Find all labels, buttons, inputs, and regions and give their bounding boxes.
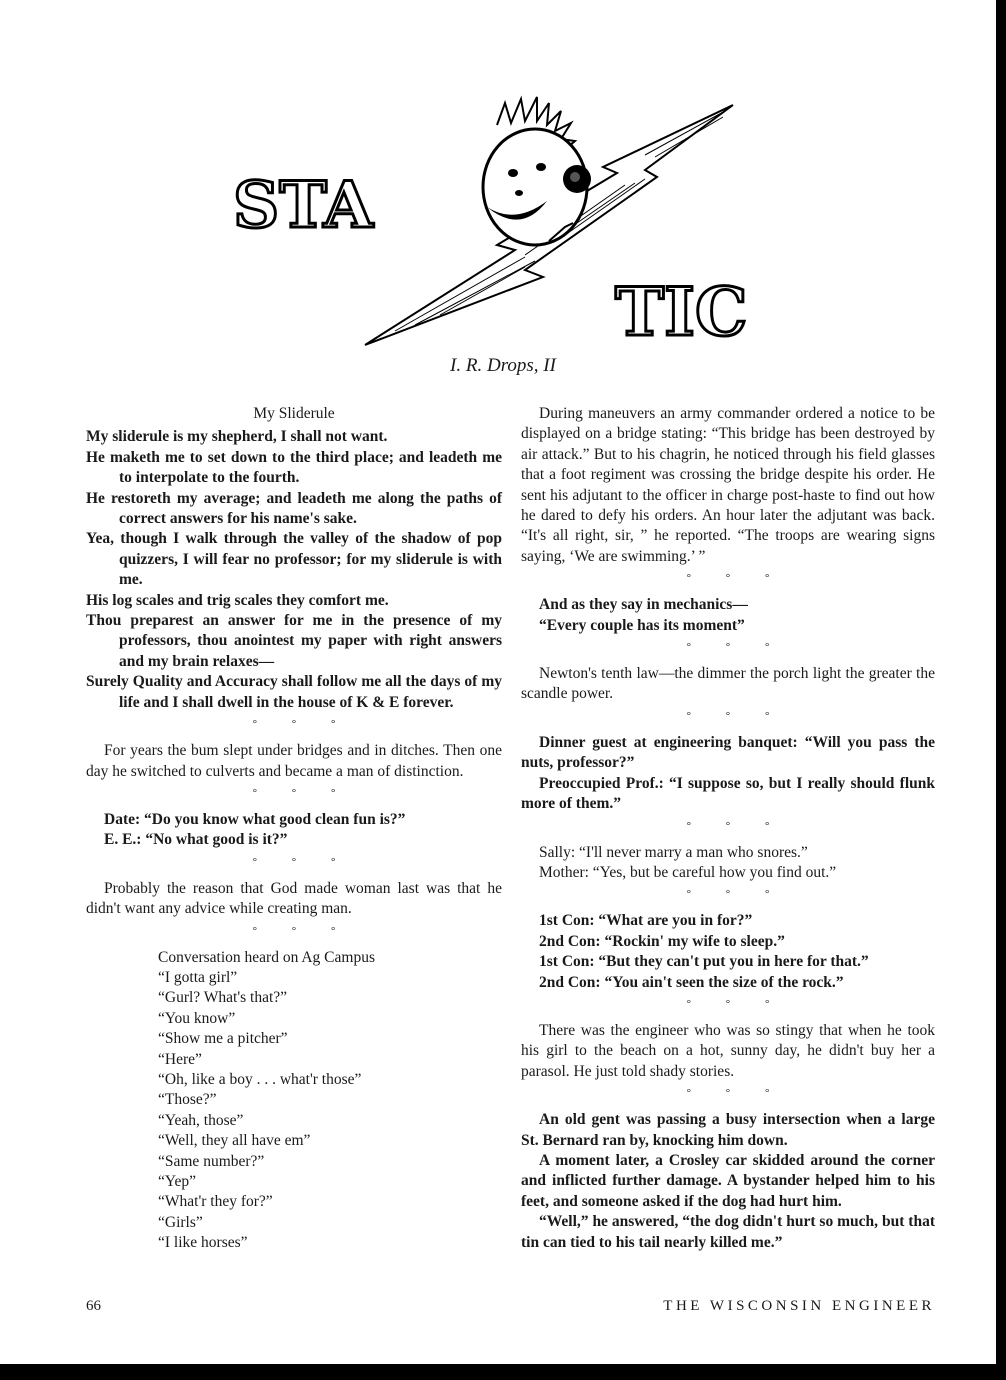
separator: ° ° ° <box>686 997 786 1010</box>
poem-line: Yea, though I walk through the valley of the shadow of pop quizzers, I will fear no professor; for my sliderule is with me. <box>86 530 502 589</box>
date-joke-line: Date: “Do you know what good clean fun is?” <box>104 810 406 828</box>
page-border-bottom <box>0 1364 1006 1380</box>
newton-joke: Newton's tenth law—the dimmer the porch light the greater the scandle power. <box>521 665 935 703</box>
sally-joke-line: Mother: “Yes, but be careful how you find out.” <box>539 863 837 881</box>
bum-joke: For years the bum slept under bridges and in ditches. Then one day he switched to culverts and became a man of distinction. <box>86 742 502 780</box>
separator: ° ° ° <box>252 786 352 799</box>
conversation-line: “Oh, like a boy . . . what'r those” <box>158 1070 362 1088</box>
title-part-2: TIC <box>615 273 748 351</box>
author-byline: I. R. Drops, II <box>450 355 556 376</box>
date-joke-line: E. E.: “No what good is it?” <box>104 831 288 849</box>
conversation-line: “What'r they for?” <box>158 1193 273 1211</box>
conversation-line: “Gurl? What's that?” <box>158 989 288 1007</box>
conversation-title: Conversation heard on Ag Campus <box>158 948 375 966</box>
conversation-line: “You know” <box>158 1009 236 1027</box>
poem-line: He maketh me to set down to the third place; and leadeth me to interpolate to the fourth. <box>86 448 502 487</box>
separator: ° ° ° <box>252 924 352 937</box>
page-border-right <box>996 0 1006 1380</box>
conversation-block <box>86 948 502 1254</box>
con-joke-line: 2nd Con: “You ain't seen the size of the rock.” <box>539 973 844 991</box>
conversation-line: “Girls” <box>158 1213 203 1231</box>
con-joke-line: 1st Con: “What are you in for?” <box>539 912 753 930</box>
banquet-joke-line: Preoccupied Prof.: “I suppose so, but I really should flunk more of them.” <box>521 774 935 813</box>
page-number: 66 <box>86 1298 101 1314</box>
gent-joke-line: “Well,” he answered, “the dog didn't hurt so much, but that tin can tied to his tail nearly killed me.” <box>521 1213 935 1251</box>
poem-line: Thou preparest an answer for me in the presence of my professors, thou anointest my paper with right answers and my brain relaxes— <box>86 612 502 670</box>
gent-joke-line: An old gent was passing a busy intersection when a large St. Bernard ran by, knocking him down. <box>521 1111 935 1149</box>
conversation-line: “Well, they all have em” <box>158 1132 311 1150</box>
poem-line: His log scales and trig scales they comfort me. <box>86 591 389 609</box>
poem-line: Surely Quality and Accuracy shall follow me all the days of my life and I shall dwell in the house of K & E forever. <box>86 673 502 711</box>
mechanics-joke-line: “Every couple has its moment” <box>539 616 745 634</box>
separator: ° ° ° <box>686 888 786 901</box>
conversation-line: “Those?” <box>158 1091 217 1109</box>
conversation-line: “Here” <box>158 1050 202 1068</box>
poem-title: My Sliderule <box>253 405 335 422</box>
con-joke-line: 1st Con: “But they can't put you in here for that.” <box>539 953 869 971</box>
banquet-joke-line: Dinner guest at engineering banquet: “Will you pass the nuts, professor?” <box>521 733 935 772</box>
conversation-line: “I gotta girl” <box>158 968 238 986</box>
conversation-line: “Yeah, those” <box>158 1111 244 1129</box>
army-joke: During maneuvers an army commander ordered a notice to be displayed on a bridge stating: “This bridge has been destroyed by air attack.” But to his chagrin, he noticed through his field glasses that a foot regiment was crossing the bridge despite his order. He sent his adjutant to the officer in charge post-haste to find out how he dared to defy his orders. An hour later the adjutant was back. “It's all right, sir, ” he reported. “The troops are wearing signs saying, ‘We are swimming.’ ” <box>521 405 935 565</box>
separator: ° ° ° <box>686 572 786 585</box>
smiling-face-icon <box>483 97 591 245</box>
poem-line: He restoreth my average; and leadeth me along the paths of correct answers for his name's sake. <box>86 489 502 528</box>
conversation-line: “Same number?” <box>158 1152 265 1170</box>
god-joke: Probably the reason that God made woman last was that he didn't want any advice while creating man. <box>86 879 502 918</box>
conversation-line: “Yep” <box>158 1173 197 1190</box>
poem-line: My sliderule is my shepherd, I shall not want. <box>86 428 388 446</box>
gent-joke-line: A moment later, a Crosley car skidded around the corner and inflicted further damage. A bystander helped him to his feet, and someone asked if the dog had hurt him. <box>521 1151 935 1210</box>
conversation-line: “I like horses” <box>158 1234 248 1252</box>
magazine-name: THE WISCONSIN ENGINEER <box>663 1298 935 1314</box>
right-column <box>521 404 935 1253</box>
separator: ° ° ° <box>686 641 786 654</box>
separator: ° ° ° <box>252 855 352 868</box>
left-column <box>86 404 502 1254</box>
sally-joke-line: Sally: “I'll never marry a man who snores.” <box>539 843 808 861</box>
mechanics-joke-line: And as they say in mechanics— <box>539 596 748 614</box>
static-title-logo <box>225 95 800 355</box>
separator: ° ° ° <box>686 1087 786 1100</box>
conversation-line: “Show me a pitcher” <box>158 1030 288 1048</box>
separator: ° ° ° <box>252 718 352 731</box>
stingy-joke: There was the engineer who was so stingy that when he took his girl to the beach on a hot, sunny day, he didn't buy her a parasol. He just told shady stories. <box>521 1021 935 1080</box>
con-joke-line: 2nd Con: “Rockin' my wife to sleep.” <box>539 932 785 950</box>
separator: ° ° ° <box>686 819 786 832</box>
title-part-1: STA <box>233 168 373 243</box>
separator: ° ° ° <box>686 709 786 722</box>
